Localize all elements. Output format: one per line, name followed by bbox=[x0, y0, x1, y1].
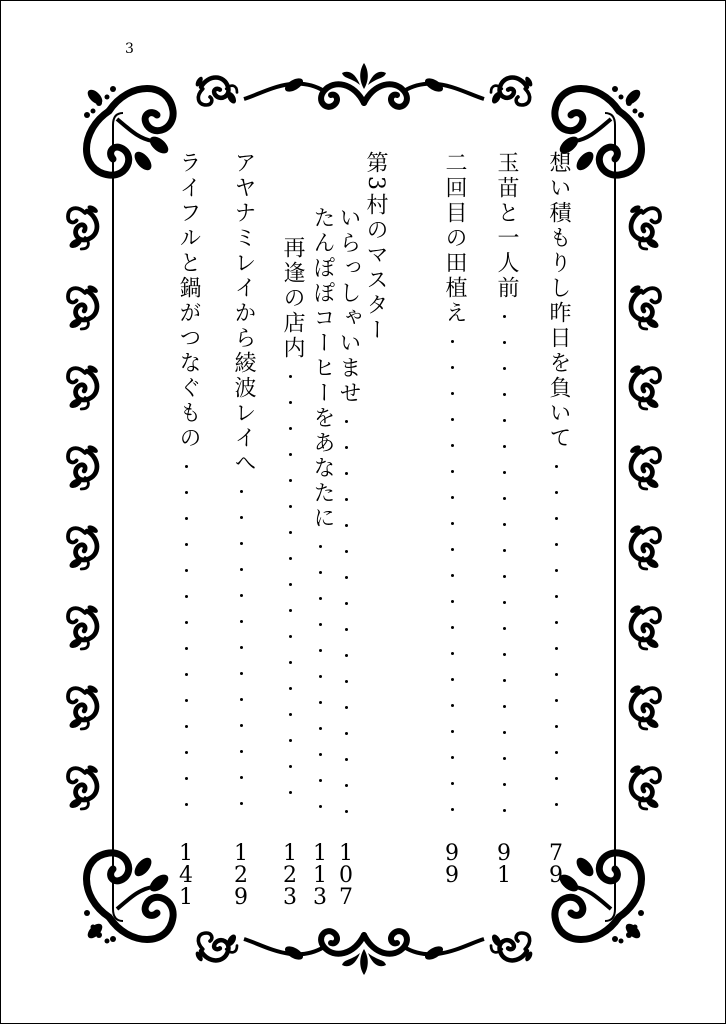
leader-dot bbox=[319, 727, 322, 730]
toc-entry-page-digit: 4 bbox=[179, 863, 193, 888]
leader-dot bbox=[289, 765, 292, 768]
leader-dot bbox=[289, 375, 292, 378]
leader-dot bbox=[503, 549, 506, 552]
toc-entry-page-digit: 9 bbox=[234, 885, 248, 910]
leader-dot bbox=[240, 646, 243, 649]
leader-dot bbox=[319, 675, 322, 678]
leader-dot bbox=[451, 600, 454, 603]
leader-dot bbox=[345, 472, 348, 475]
toc-entry-page-digit: 1 bbox=[313, 841, 327, 866]
toc-entry-page-digit: 1 bbox=[234, 841, 248, 866]
leader-dot bbox=[289, 479, 292, 482]
toc-entry-title: 想い積もりし昨日を負いて bbox=[546, 151, 571, 451]
leader-dot bbox=[503, 757, 506, 760]
leader-dot bbox=[503, 341, 506, 344]
leader-dot bbox=[240, 672, 243, 675]
leader-dot bbox=[345, 524, 348, 527]
leader-dot bbox=[319, 701, 322, 704]
leader-dot bbox=[555, 725, 558, 728]
leader-dot bbox=[345, 706, 348, 709]
leader-dot bbox=[555, 803, 558, 806]
leader-dot bbox=[451, 366, 454, 369]
leader-dot bbox=[555, 517, 558, 520]
leader-dot bbox=[503, 575, 506, 578]
leader-dot bbox=[503, 783, 506, 786]
leader-dot bbox=[555, 569, 558, 572]
toc-entry bbox=[309, 206, 335, 531]
leader-dot bbox=[289, 609, 292, 612]
leader-dot bbox=[185, 673, 188, 676]
leader-dot bbox=[503, 393, 506, 396]
leader-dot bbox=[345, 654, 348, 657]
leader-dot bbox=[345, 784, 348, 787]
leader-dot bbox=[555, 699, 558, 702]
leader-dot bbox=[451, 340, 454, 343]
leader-dot bbox=[451, 730, 454, 733]
leader-dot bbox=[185, 725, 188, 728]
leader-dot bbox=[503, 601, 506, 604]
leader-dot bbox=[503, 497, 506, 500]
leader-dot bbox=[289, 557, 292, 560]
toc-entry bbox=[335, 206, 361, 406]
toc-entry-title: 第3村のマスター bbox=[363, 151, 388, 343]
toc-entry-page-digit: 1 bbox=[497, 863, 511, 888]
leader-dot bbox=[319, 649, 322, 652]
leader-dot bbox=[451, 548, 454, 551]
toc-entry-title: 再逢の店内 bbox=[280, 236, 305, 361]
toc-entry-page-digit: 1 bbox=[179, 841, 193, 866]
leader-dot bbox=[345, 732, 348, 735]
toc-entry-page-digit: 7 bbox=[339, 885, 353, 910]
leader-dot bbox=[345, 602, 348, 605]
toc-entry-page-digit: 0 bbox=[339, 863, 353, 888]
leader-dot bbox=[289, 427, 292, 430]
leader-dot bbox=[240, 750, 243, 753]
leader-dot bbox=[451, 756, 454, 759]
toc-entry-page-digit: 9 bbox=[497, 841, 511, 866]
leader-dot bbox=[289, 791, 292, 794]
leader-dot bbox=[185, 543, 188, 546]
leader-dot bbox=[451, 626, 454, 629]
leader-dot bbox=[451, 808, 454, 811]
leader-dot bbox=[185, 777, 188, 780]
toc-entry bbox=[493, 151, 519, 301]
leader-dot bbox=[503, 705, 506, 708]
leader-dot bbox=[555, 595, 558, 598]
leader-dot bbox=[345, 758, 348, 761]
leader-dot bbox=[503, 523, 506, 526]
leader-dot bbox=[451, 418, 454, 421]
leader-dot bbox=[503, 471, 506, 474]
leader-dot bbox=[345, 810, 348, 813]
toc-entry bbox=[545, 151, 571, 451]
leader-dot bbox=[345, 550, 348, 553]
leader-dot bbox=[185, 699, 188, 702]
toc-entry-page-digit: 1 bbox=[313, 863, 327, 888]
leader-dot bbox=[503, 419, 506, 422]
leader-dot bbox=[503, 653, 506, 656]
leader-dot bbox=[555, 751, 558, 754]
toc-entry bbox=[279, 236, 305, 361]
leader-dot bbox=[451, 652, 454, 655]
leader-dot bbox=[555, 647, 558, 650]
leader-dot bbox=[185, 569, 188, 572]
leader-dot bbox=[240, 698, 243, 701]
leader-dot bbox=[319, 779, 322, 782]
leader-dot bbox=[345, 498, 348, 501]
toc-entry-page-digit: 1 bbox=[283, 841, 297, 866]
toc-entry bbox=[441, 151, 467, 326]
leader-dot bbox=[503, 445, 506, 448]
leader-dot bbox=[319, 805, 322, 808]
leader-dot bbox=[185, 647, 188, 650]
leader-dot bbox=[240, 568, 243, 571]
toc-entry-page-digit: 9 bbox=[549, 863, 563, 888]
leader-dot bbox=[451, 470, 454, 473]
leader-dot bbox=[345, 576, 348, 579]
leader-dot bbox=[503, 731, 506, 734]
toc-entry-page-digit: 9 bbox=[445, 863, 459, 888]
leader-dot bbox=[503, 627, 506, 630]
toc-entry-page-digit: 3 bbox=[283, 885, 297, 910]
leader-dot bbox=[345, 680, 348, 683]
leader-dot bbox=[319, 623, 322, 626]
leader-dot bbox=[555, 777, 558, 780]
leader-dot bbox=[451, 392, 454, 395]
leader-dot bbox=[240, 594, 243, 597]
leader-dot bbox=[503, 315, 506, 318]
leader-dot bbox=[451, 444, 454, 447]
leader-dot bbox=[345, 420, 348, 423]
leader-dot bbox=[289, 739, 292, 742]
leader-dot bbox=[451, 782, 454, 785]
toc-entry bbox=[230, 151, 256, 476]
leader-dot bbox=[289, 505, 292, 508]
leader-dot bbox=[345, 446, 348, 449]
toc-entry-page-digit: 7 bbox=[549, 841, 563, 866]
leader-dot bbox=[319, 571, 322, 574]
toc-entry bbox=[175, 151, 201, 451]
toc-entry-title: 玉苗と一人前 bbox=[494, 151, 519, 301]
leader-dot bbox=[240, 724, 243, 727]
leader-dot bbox=[555, 673, 558, 676]
leader-dot bbox=[503, 367, 506, 370]
leader-dot bbox=[289, 661, 292, 664]
leader-dot bbox=[289, 687, 292, 690]
leader-dot bbox=[289, 401, 292, 404]
leader-dot bbox=[319, 753, 322, 756]
leader-dot bbox=[240, 620, 243, 623]
leader-dot bbox=[289, 453, 292, 456]
leader-dot bbox=[240, 516, 243, 519]
toc-entry-page-digit: 1 bbox=[339, 841, 353, 866]
leader-dot bbox=[555, 543, 558, 546]
leader-dot bbox=[240, 776, 243, 779]
leader-dot bbox=[185, 621, 188, 624]
leader-dot bbox=[289, 583, 292, 586]
toc-entry-title: ライフルと鍋がつなぐもの bbox=[176, 151, 201, 451]
leader-dot bbox=[185, 465, 188, 468]
toc-entry-title: いらっしゃいませ bbox=[336, 206, 361, 406]
leader-dot bbox=[451, 704, 454, 707]
leader-dot bbox=[185, 595, 188, 598]
leader-dot bbox=[289, 635, 292, 638]
toc-entry-page-digit: 9 bbox=[445, 841, 459, 866]
leader-dot bbox=[555, 465, 558, 468]
leader-dot bbox=[185, 517, 188, 520]
toc-entry bbox=[362, 151, 388, 343]
toc-entry-page-digit: 3 bbox=[313, 885, 327, 910]
leader-dot bbox=[240, 542, 243, 545]
leader-dot bbox=[185, 803, 188, 806]
leader-dot bbox=[319, 597, 322, 600]
leader-dot bbox=[451, 496, 454, 499]
toc-entry-title: たんぽぽコーヒーをあなたに bbox=[310, 206, 335, 531]
leader-dot bbox=[240, 490, 243, 493]
leader-dot bbox=[319, 545, 322, 548]
leader-dot bbox=[451, 574, 454, 577]
leader-dot bbox=[503, 809, 506, 812]
toc-entry-title: アヤナミレイから綾波レイへ bbox=[231, 151, 256, 476]
leader-dot bbox=[451, 522, 454, 525]
leader-dot bbox=[345, 628, 348, 631]
toc-entry-page-digit: 2 bbox=[234, 863, 248, 888]
toc-entry-title: 二回目の田植え bbox=[442, 151, 467, 326]
leader-dot bbox=[240, 802, 243, 805]
leader-dot bbox=[185, 491, 188, 494]
leader-dot bbox=[289, 531, 292, 534]
leader-dot bbox=[555, 491, 558, 494]
toc-entry-page-digit: 2 bbox=[283, 863, 297, 888]
toc-entry-page-digit: 1 bbox=[179, 885, 193, 910]
leader-dot bbox=[451, 678, 454, 681]
page-number: 3 bbox=[125, 41, 134, 57]
leader-dot bbox=[503, 679, 506, 682]
leader-dot bbox=[289, 713, 292, 716]
leader-dot bbox=[555, 621, 558, 624]
leader-dot bbox=[185, 751, 188, 754]
